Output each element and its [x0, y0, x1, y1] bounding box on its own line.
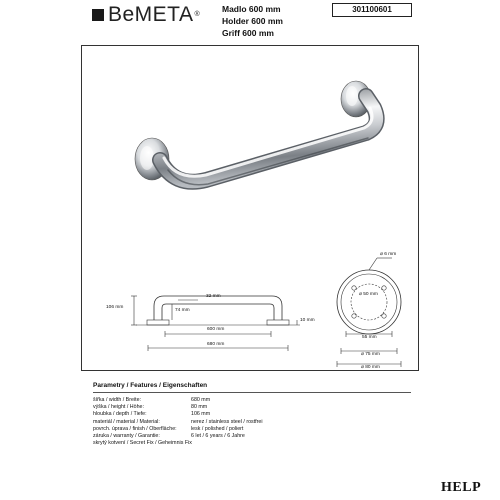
dim-d75: ⌀ 75 mm [361, 352, 380, 357]
dim-106: 106 mm [106, 305, 124, 310]
specs-divider [93, 392, 411, 393]
table-row [93, 426, 413, 433]
spec-value: 80 mm [191, 404, 208, 411]
dim-d6: ⌀ 6 mm [380, 252, 397, 257]
dim-74: 74 mm [175, 308, 190, 313]
spec-label: materiál / material / Material: [93, 418, 160, 425]
dim-10: 10 mm [300, 318, 315, 323]
spec-label: povrch. úprava / finish / Oberfläche: [93, 425, 177, 432]
title-en: Holder 600 mm [222, 16, 283, 26]
dim-680: 680 mm [207, 342, 225, 347]
spec-value: 680 mm [191, 397, 211, 403]
title-cz: Madlo 600 mm [222, 4, 281, 14]
spec-label: výška / height / Höhe: [93, 404, 144, 411]
spec-value: 106 mm [191, 411, 211, 418]
dim-d50: ⌀ 50 mm [359, 292, 378, 297]
spec-value: nerez / stainless steel / rostfrei [191, 418, 263, 425]
logo-registered-mark: ® [194, 11, 200, 18]
table-row [93, 440, 413, 447]
specs-table [93, 397, 413, 447]
spec-label: skrytý kotvení / Secret Fix / Geheimnis Fix [93, 440, 192, 447]
spec-label: šířka / width / Breite: [93, 397, 141, 403]
dim-600: 600 mm [207, 327, 225, 332]
dim-d80: ⌀ 80 mm [361, 365, 380, 370]
spec-label: hloubka / depth / Tiefe: [93, 411, 147, 418]
table-row [93, 433, 413, 440]
help-series-label: HELP [441, 480, 482, 495]
dim-55: 55 mm [362, 335, 377, 340]
product-code: 301100601 [332, 3, 412, 17]
logo-text: BeMETA [108, 3, 194, 26]
spec-label: záruka / warranty / Garantie: [93, 433, 160, 440]
spec-value: lesk / polished / poliert [191, 425, 244, 432]
specs-heading: Parametry / Features / Eigenschaften [93, 382, 208, 389]
table-row [93, 404, 413, 411]
spec-value: 6 let / 6 years / 6 Jahre [191, 433, 245, 440]
title-de: Griff 600 mm [222, 28, 274, 38]
table-row [93, 411, 413, 418]
table-row [93, 419, 413, 426]
table-row [93, 397, 413, 404]
dim-32: 32 mm [206, 294, 221, 299]
